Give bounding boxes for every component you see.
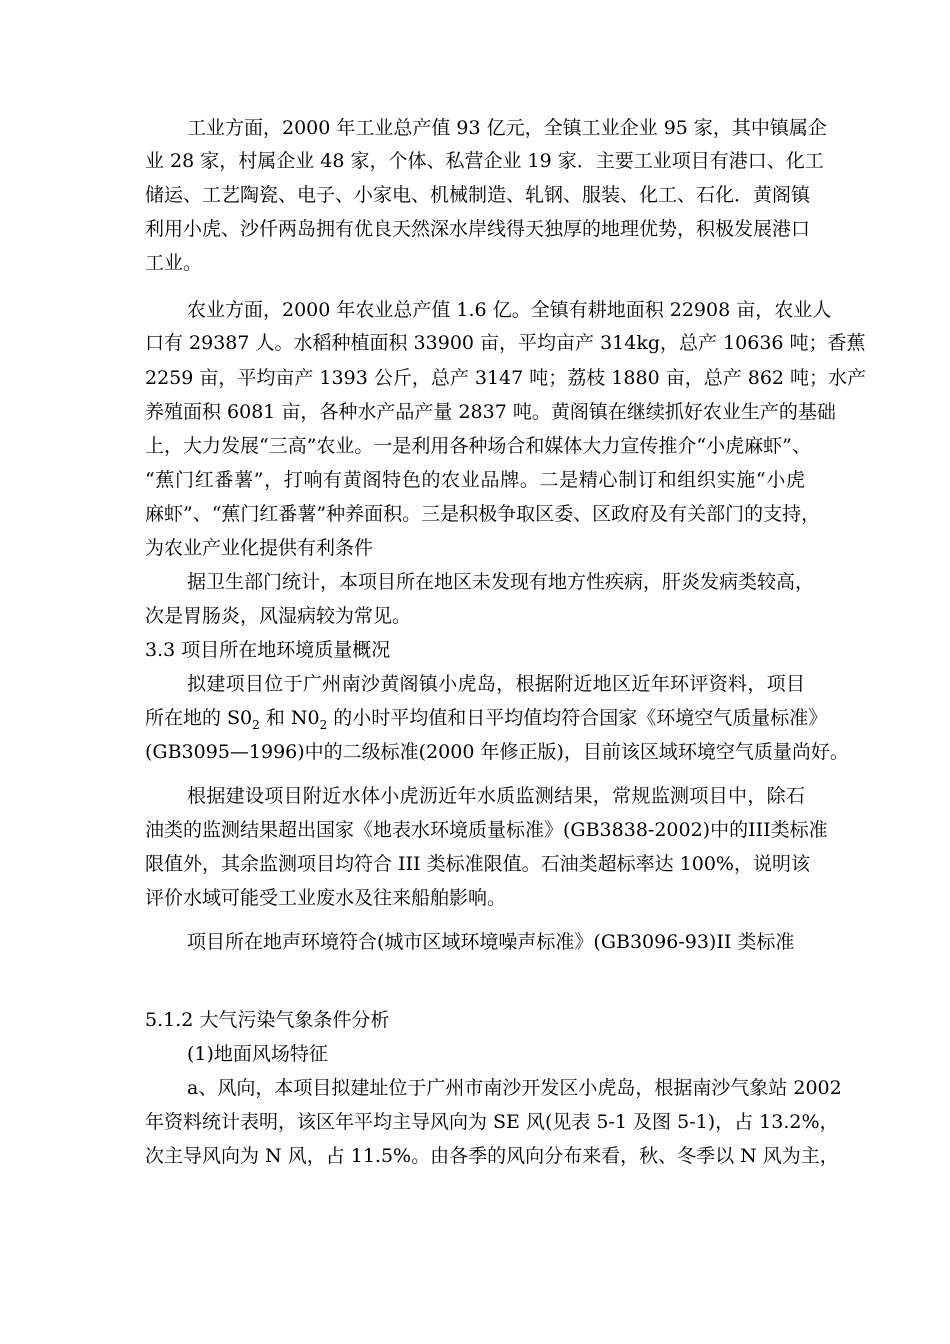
text-line: 项目所在地声环境符合(城市区域环境噪声标准》(GB3096-93)II 类标准 bbox=[187, 931, 795, 953]
section-heading: 5.1.2 大气污染气象条件分析 bbox=[145, 1009, 390, 1031]
text-line: 2259 亩，平均亩产 1393 公斤，总产 3147 吨；荔枝 1880 亩，总产 862 吨；水产 bbox=[145, 367, 867, 389]
text-line: 利用小虎、沙仟两岛拥有优良天然深水岸线得天独厚的地理优势，积极发展港口 bbox=[145, 218, 811, 240]
text-line: 年资料统计表明，该区年平均主导风向为 SE 风(见表 5-1 及图 5-1)，占 13.2%， bbox=[145, 1111, 839, 1133]
text-line: 所在地的 $S0_2$ 和 $N0_2$ 的小时平均值和日平均值均符合国家《环境空气质量标准》 bbox=[145, 707, 828, 732]
text-line: 拟建项目位于广州南沙黄阁镇小虎岛，根据附近地区近年环评资料，项目 bbox=[187, 673, 805, 695]
text-line: a、风向，本项目拟建址位于广州市南沙开发区小虎岛，根据南沙气象站 2002 bbox=[187, 1077, 842, 1099]
text-line: 上，大力发展“三高”农业。一是利用各种场合和媒体大力宣传推介“小虎麻虾”、 bbox=[145, 435, 811, 457]
text-line: 为农业产业化提供有利条件 bbox=[145, 537, 374, 559]
text-line: 养殖面积 6081 亩，各种水产品产量 2837 吨。黄阁镇在继续抓好农业生产的基础 bbox=[145, 401, 836, 423]
text-line: 油类的监测结果超出国家《地表水环境质量标准》(GB3838-2002)中的III类标准 bbox=[145, 819, 828, 841]
text-line: 口有 29387 人。水稻种植面积 33900 亩，平均亩产 314kg，总产 10636 吨；香蕉 bbox=[145, 332, 866, 354]
text-line: 次主导风向为 N 风，占 11.5%。由各季的风向分布来看，秋、冬季以 N 风为主， bbox=[145, 1145, 839, 1167]
text-line: 据卫生部门统计，本项目所在地区未发现有地方性疾病，肝炎发病类较高， bbox=[187, 571, 815, 593]
text-line: (GB3095—1996)中的二级标准(2000 年修正版)，目前该区域环境空气质量尚好。 bbox=[145, 741, 849, 763]
text-line: 储运、工艺陶瓷、电子、小家电、机械制造、轧钢、服装、化工、石化．黄阁镇 bbox=[145, 184, 811, 206]
text-line: 限值外，其余监测项目均符合 III 类标准限值。石油类超标率达 100%，说明该 bbox=[145, 853, 810, 875]
text-line: 业 28 家，村属企业 48 家，个体、私营企业 19 家．主要工业项目有港口、化工 bbox=[145, 150, 824, 172]
text-line: 次是胃肠炎，风湿病较为常见。 bbox=[145, 605, 412, 627]
text-line: 工业。 bbox=[145, 252, 203, 274]
text-line: “蕉门红番薯”，打响有黄阁特色的农业品牌。二是精心制订和组织实施“小虎 bbox=[145, 469, 805, 491]
text-line: 工业方面，2000 年工业总产值 93 亿元，全镇工业企业 95 家，其中镇属企 bbox=[187, 117, 827, 139]
section-heading: 3.3 项目所在地环境质量概况 bbox=[145, 639, 391, 661]
text-line: 麻虾”、“蕉门红番薯”种养面积。三是积极争取区委、区政府及有关部门的支持， bbox=[145, 503, 821, 525]
text-line: 根据建设项目附近水体小虎沥近年水质监测结果，常规监测项目中，除石 bbox=[187, 785, 805, 807]
text-line: 评价水域可能受工业废水及往来船舶影响。 bbox=[145, 887, 507, 909]
text-line: 农业方面，2000 年农业总产值 1.6 亿。全镇有耕地面积 22908 亩，农业人 bbox=[187, 299, 832, 321]
subsection-heading: (1)地面风场特征 bbox=[187, 1043, 328, 1065]
